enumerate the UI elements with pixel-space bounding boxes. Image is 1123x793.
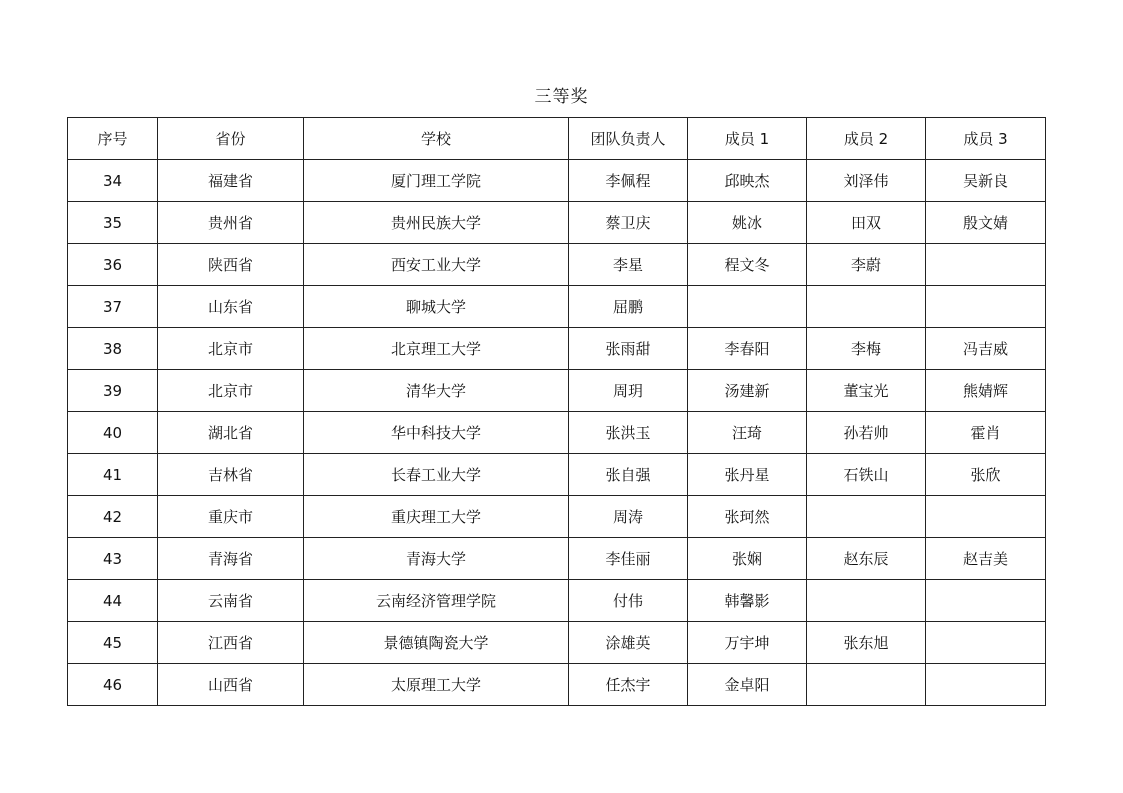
cell-member-2: 田双: [807, 202, 926, 244]
cell-member-3: [926, 580, 1046, 622]
cell-member-3: [926, 244, 1046, 286]
cell-leader: 张雨甜: [569, 328, 688, 370]
cell-province: 云南省: [158, 580, 304, 622]
cell-index: 40: [68, 412, 158, 454]
award-title: 三等奖: [534, 87, 589, 107]
cell-index: 34: [68, 160, 158, 202]
cell-school: 青海大学: [304, 538, 569, 580]
cell-member-1: 汪琦: [688, 412, 807, 454]
cell-member-2: [807, 286, 926, 328]
cell-province: 贵州省: [158, 202, 304, 244]
col-header-member-2: 成员 2: [807, 118, 926, 160]
col-header-member-1: 成员 1: [688, 118, 807, 160]
cell-province: 江西省: [158, 622, 304, 664]
cell-school: 重庆理工大学: [304, 496, 569, 538]
table-row: [68, 202, 1046, 244]
col-header-leader: 团队负责人: [569, 118, 688, 160]
cell-school: 聊城大学: [304, 286, 569, 328]
cell-member-1: 邱映杰: [688, 160, 807, 202]
cell-province: 山西省: [158, 664, 304, 706]
cell-index: 46: [68, 664, 158, 706]
cell-member-1: 金卓阳: [688, 664, 807, 706]
cell-member-2: 李梅: [807, 328, 926, 370]
col-header-member-3: 成员 3: [926, 118, 1046, 160]
cell-school: 云南经济管理学院: [304, 580, 569, 622]
cell-member-1: 张丹星: [688, 454, 807, 496]
cell-school: 厦门理工学院: [304, 160, 569, 202]
cell-member-1: 韩馨影: [688, 580, 807, 622]
cell-index: 45: [68, 622, 158, 664]
cell-school: 西安工业大学: [304, 244, 569, 286]
cell-leader: 周涛: [569, 496, 688, 538]
table-row: [68, 664, 1046, 706]
cell-member-2: 赵东辰: [807, 538, 926, 580]
cell-province: 福建省: [158, 160, 304, 202]
cell-member-3: 赵吉美: [926, 538, 1046, 580]
cell-member-2: 董宝光: [807, 370, 926, 412]
table-row: [68, 412, 1046, 454]
table-row: [68, 580, 1046, 622]
table-row: [68, 454, 1046, 496]
cell-member-1: 张珂然: [688, 496, 807, 538]
cell-member-1: [688, 286, 807, 328]
cell-member-3: [926, 286, 1046, 328]
cell-index: 44: [68, 580, 158, 622]
table-row: [68, 622, 1046, 664]
cell-member-1: 姚冰: [688, 202, 807, 244]
cell-school: 清华大学: [304, 370, 569, 412]
table-row: [68, 496, 1046, 538]
cell-province: 山东省: [158, 286, 304, 328]
cell-index: 41: [68, 454, 158, 496]
col-header-province: 省份: [158, 118, 304, 160]
cell-member-2: 刘泽伟: [807, 160, 926, 202]
cell-index: 35: [68, 202, 158, 244]
cell-member-3: 吴新良: [926, 160, 1046, 202]
cell-leader: 周玥: [569, 370, 688, 412]
cell-province: 重庆市: [158, 496, 304, 538]
cell-member-3: [926, 496, 1046, 538]
cell-member-2: 张东旭: [807, 622, 926, 664]
cell-leader: 张洪玉: [569, 412, 688, 454]
cell-member-2: 孙若帅: [807, 412, 926, 454]
cell-index: 37: [68, 286, 158, 328]
cell-province: 北京市: [158, 328, 304, 370]
table-row: [68, 286, 1046, 328]
table-row: [68, 160, 1046, 202]
cell-member-2: [807, 664, 926, 706]
cell-member-1: 万宇坤: [688, 622, 807, 664]
cell-member-3: 张欣: [926, 454, 1046, 496]
cell-leader: 付伟: [569, 580, 688, 622]
col-header-school: 学校: [304, 118, 569, 160]
table-row: [68, 244, 1046, 286]
table-row: [68, 538, 1046, 580]
cell-school: 华中科技大学: [304, 412, 569, 454]
cell-leader: 李佳丽: [569, 538, 688, 580]
cell-leader: 蔡卫庆: [569, 202, 688, 244]
cell-school: 太原理工大学: [304, 664, 569, 706]
cell-school: 贵州民族大学: [304, 202, 569, 244]
header-row: [68, 118, 1046, 160]
cell-member-2: 李蔚: [807, 244, 926, 286]
cell-leader: 涂雄英: [569, 622, 688, 664]
cell-province: 吉林省: [158, 454, 304, 496]
cell-member-3: [926, 622, 1046, 664]
cell-member-3: 霍肖: [926, 412, 1046, 454]
cell-member-2: [807, 580, 926, 622]
cell-member-3: 殷文婧: [926, 202, 1046, 244]
cell-member-3: 熊婧辉: [926, 370, 1046, 412]
awards-table: [67, 117, 1046, 706]
cell-member-1: 张娴: [688, 538, 807, 580]
cell-index: 38: [68, 328, 158, 370]
cell-member-2: [807, 496, 926, 538]
table-row: [68, 328, 1046, 370]
cell-province: 陕西省: [158, 244, 304, 286]
cell-province: 青海省: [158, 538, 304, 580]
cell-leader: 张自强: [569, 454, 688, 496]
cell-school: 北京理工大学: [304, 328, 569, 370]
cell-member-1: 李春阳: [688, 328, 807, 370]
cell-province: 北京市: [158, 370, 304, 412]
cell-province: 湖北省: [158, 412, 304, 454]
cell-member-2: 石铁山: [807, 454, 926, 496]
cell-index: 39: [68, 370, 158, 412]
cell-member-1: 程文冬: [688, 244, 807, 286]
col-header-index: 序号: [68, 118, 158, 160]
cell-school: 景德镇陶瓷大学: [304, 622, 569, 664]
cell-index: 43: [68, 538, 158, 580]
cell-school: 长春工业大学: [304, 454, 569, 496]
cell-member-1: 汤建新: [688, 370, 807, 412]
cell-member-3: 冯吉威: [926, 328, 1046, 370]
cell-leader: 李佩程: [569, 160, 688, 202]
table-row: [68, 370, 1046, 412]
cell-index: 36: [68, 244, 158, 286]
cell-leader: 屈鹏: [569, 286, 688, 328]
cell-leader: 任杰宇: [569, 664, 688, 706]
cell-index: 42: [68, 496, 158, 538]
cell-leader: 李星: [569, 244, 688, 286]
cell-member-3: [926, 664, 1046, 706]
